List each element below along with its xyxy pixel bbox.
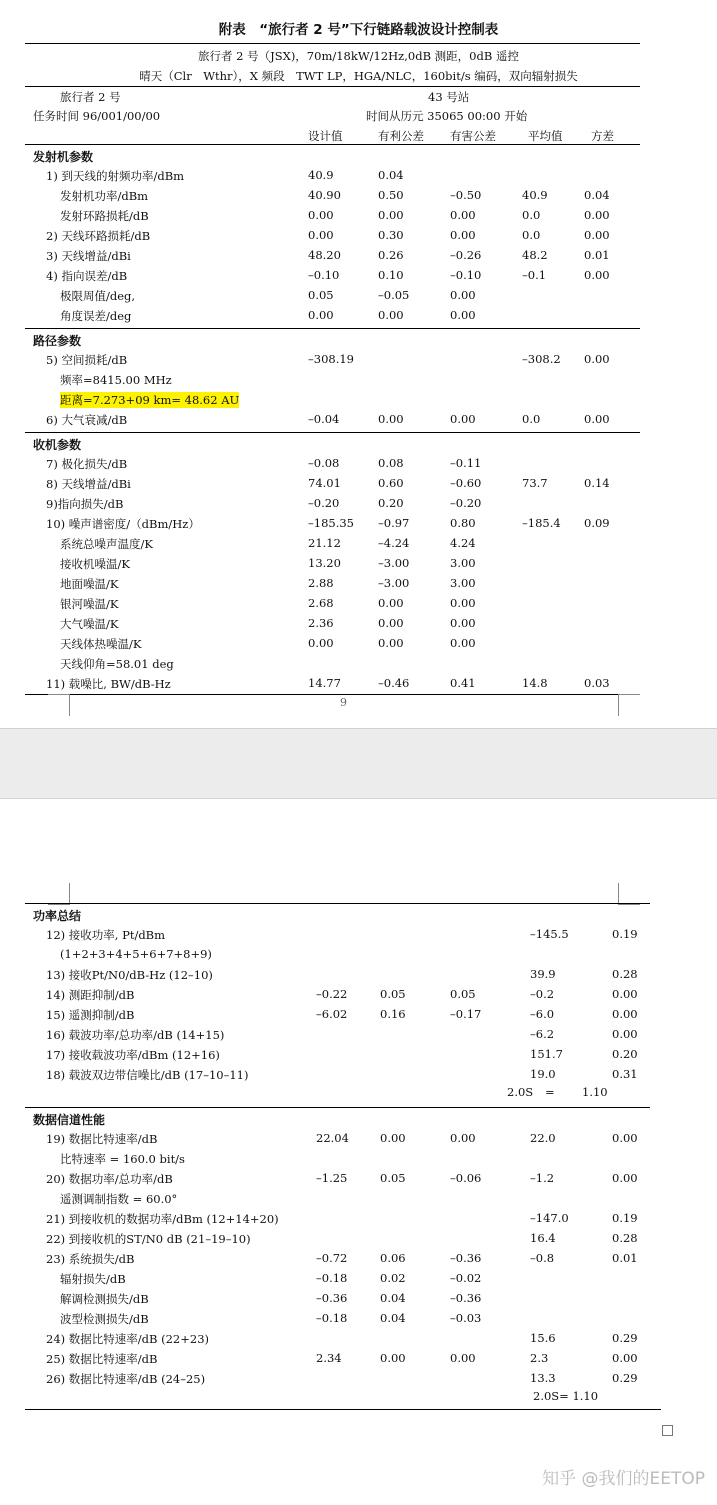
cell-var: 0.19 xyxy=(612,927,638,941)
cell-var: 0.29 xyxy=(612,1371,638,1385)
section-rule xyxy=(25,1107,650,1108)
cell-design: –0.04 xyxy=(308,412,340,426)
row-label: 2) 天线环路损耗/dB xyxy=(46,229,151,243)
cell-var: 0.00 xyxy=(612,1351,638,1365)
cell-var: 0.01 xyxy=(612,1251,638,1265)
cell-adv: 0.00 xyxy=(450,288,476,302)
row-label: 3) 天线增益/dBi xyxy=(46,249,131,263)
cell-fav: 0.04 xyxy=(380,1311,406,1325)
row-label: 系统总噪声温度/K xyxy=(60,537,153,551)
cell-design: 2.34 xyxy=(316,1351,342,1365)
cell-design: 13.20 xyxy=(308,556,341,570)
table-row xyxy=(0,1329,717,1349)
table-row xyxy=(0,186,717,206)
table-row xyxy=(0,1369,717,1389)
table-row xyxy=(0,554,717,574)
row-label: 20) 数据功率/总功率/dB xyxy=(46,1172,173,1186)
cell-design: –0.08 xyxy=(308,456,340,470)
cell-mean: 151.7 xyxy=(530,1047,563,1061)
cell-fav: 0.00 xyxy=(378,636,404,650)
table-row xyxy=(0,1309,717,1329)
table-row xyxy=(0,1169,717,1189)
cell-var: 0.14 xyxy=(584,476,610,490)
cell-var: 0.00 xyxy=(612,1007,638,1021)
cell-var: 0.00 xyxy=(584,352,610,366)
rule-top xyxy=(25,43,640,44)
row-label: 12) 接收功率, Pt/dBm xyxy=(46,928,166,942)
table-row xyxy=(0,1149,717,1169)
section-title: 发射机参数 xyxy=(33,150,94,164)
spacecraft-label: 旅行者 2 号 xyxy=(60,90,121,104)
document-page-2 xyxy=(0,798,717,1505)
row-label: 15) 遥测抑制/dB xyxy=(46,1008,135,1022)
footer-value: 2.0S= 1.10 xyxy=(533,1389,599,1403)
document-page-1 xyxy=(0,0,717,728)
cell-fav: 0.20 xyxy=(378,496,404,510)
table-row xyxy=(0,166,717,186)
cell-design: –308.19 xyxy=(308,352,354,366)
footer-value: 2.0S xyxy=(507,1085,534,1099)
cell-mean: –308.2 xyxy=(522,352,561,366)
row-label: 24) 数据比特速率/dB (22+23) xyxy=(46,1332,209,1346)
cell-var: 0.00 xyxy=(612,1171,638,1185)
row-label: 18) 载波双边带信噪比/dB (17–10–11) xyxy=(46,1068,249,1082)
cell-mean: 13.3 xyxy=(530,1371,556,1385)
cell-var: 0.00 xyxy=(584,208,610,222)
epoch-label: 时间从历元 35065 00:00 开始 xyxy=(366,109,528,123)
cell-design: –0.22 xyxy=(316,987,348,1001)
table-row xyxy=(0,1249,717,1269)
cell-fav: –0.05 xyxy=(378,288,410,302)
cell-adv: –0.03 xyxy=(450,1311,482,1325)
cell-adv: 0.00 xyxy=(450,208,476,222)
cell-design: –6.02 xyxy=(316,1007,348,1021)
row-label: 16) 载波功率/总功率/dB (14+15) xyxy=(46,1028,225,1042)
cell-design: –185.35 xyxy=(308,516,354,530)
cell-design: 2.68 xyxy=(308,596,334,610)
table-row xyxy=(0,306,717,326)
cell-var: 0.00 xyxy=(584,228,610,242)
table-row xyxy=(0,266,717,286)
cell-fav: 0.08 xyxy=(378,456,404,470)
cell-fav: –3.00 xyxy=(378,556,410,570)
cell-var: 0.28 xyxy=(612,967,638,981)
section-rule xyxy=(25,903,650,904)
row-label: 8) 天线增益/dBi xyxy=(46,477,131,491)
page-corner-mark xyxy=(48,694,70,716)
table-row xyxy=(0,985,717,1005)
table-row xyxy=(0,1229,717,1249)
table-row xyxy=(0,494,717,514)
row-label: 波型检测损失/dB xyxy=(60,1312,149,1326)
row-label: 角度误差/deg xyxy=(60,309,132,323)
row-label: 21) 到接收机的数据功率/dBm (12+14+20) xyxy=(46,1212,279,1226)
cell-design: 0.05 xyxy=(308,288,334,302)
cell-var: 0.20 xyxy=(612,1047,638,1061)
cell-mean: 14.8 xyxy=(522,676,548,690)
table-row xyxy=(0,474,717,494)
cell-mean: 19.0 xyxy=(530,1067,556,1081)
cell-mean: 0.0 xyxy=(522,412,541,426)
cell-mean: –185.4 xyxy=(522,516,561,530)
cell-var: 0.00 xyxy=(612,1027,638,1041)
cell-mean: 48.2 xyxy=(522,248,548,262)
row-label: 天线体热噪温/K xyxy=(60,637,142,651)
cell-adv: –0.36 xyxy=(450,1291,482,1305)
table-row xyxy=(0,534,717,554)
cell-fav: 0.00 xyxy=(378,412,404,426)
table-row xyxy=(0,390,717,410)
station-label: 43 号站 xyxy=(428,90,470,104)
cell-var: 0.09 xyxy=(584,516,610,530)
cell-adv: 0.00 xyxy=(450,616,476,630)
row-label: 频率=8415.00 MHz xyxy=(60,373,172,387)
section-rule xyxy=(25,328,640,329)
cell-fav: 0.60 xyxy=(378,476,404,490)
row-label: 遥测调制指数 = 60.0° xyxy=(60,1192,178,1206)
col-header-variance: 方差 xyxy=(591,129,614,143)
cell-design: 0.00 xyxy=(308,636,334,650)
cell-design: –0.18 xyxy=(316,1271,348,1285)
cell-fav: 0.04 xyxy=(378,168,404,182)
cell-adv: 3.00 xyxy=(450,576,476,590)
section-footer xyxy=(0,1083,717,1103)
config-line-1: 旅行者 2 号（JSX)，70m/18kW/12Hz,0dB 测距，0dB 遥控 xyxy=(198,49,519,63)
cell-design: –0.72 xyxy=(316,1251,348,1265)
cell-design: 2.88 xyxy=(308,576,334,590)
row-label: 比特速率 = 160.0 bit/s xyxy=(60,1152,185,1166)
cell-mean: –1.2 xyxy=(530,1171,555,1185)
cell-mean: –147.0 xyxy=(530,1211,569,1225)
cell-fav: 0.10 xyxy=(378,268,404,282)
cell-adv: –0.36 xyxy=(450,1251,482,1265)
table-row xyxy=(0,1349,717,1369)
page-corner-mark xyxy=(48,883,70,905)
cell-design: –1.25 xyxy=(316,1171,348,1185)
table-row xyxy=(0,370,717,390)
cell-mean: 39.9 xyxy=(530,967,556,981)
cell-adv: 0.41 xyxy=(450,676,476,690)
row-label: 6) 大气衰减/dB xyxy=(46,413,128,427)
cell-mean: 0.0 xyxy=(522,228,541,242)
table-bottom-rule xyxy=(25,1409,661,1410)
page-corner-mark xyxy=(618,694,640,716)
footer-value: = xyxy=(545,1085,555,1099)
cell-fav: 0.04 xyxy=(380,1291,406,1305)
row-label: 极限周值/deg, xyxy=(60,289,136,303)
row-label: 26) 数据比特速率/dB (24–25) xyxy=(46,1372,206,1386)
cell-var: 0.28 xyxy=(612,1231,638,1245)
cell-adv: 0.05 xyxy=(450,987,476,1001)
cell-adv: –0.11 xyxy=(450,456,482,470)
footer-value: 1.10 xyxy=(582,1085,608,1099)
table-row xyxy=(0,674,717,694)
row-label: 23) 系统损失/dB xyxy=(46,1252,135,1266)
cell-fav: 0.16 xyxy=(380,1007,406,1021)
table-row xyxy=(0,454,717,474)
cell-fav: –0.97 xyxy=(378,516,410,530)
cell-mean: 15.6 xyxy=(530,1331,556,1345)
cell-design: –0.36 xyxy=(316,1291,348,1305)
cell-adv: 4.24 xyxy=(450,536,476,550)
cell-adv: –0.20 xyxy=(450,496,482,510)
cell-adv: –0.10 xyxy=(450,268,482,282)
cell-adv: –0.06 xyxy=(450,1171,482,1185)
col-header-favorable: 有利公差 xyxy=(378,129,424,143)
watermark: 知乎 @我们的EETOP xyxy=(542,1469,705,1489)
cell-fav: –4.24 xyxy=(378,536,410,550)
table-row xyxy=(0,634,717,654)
cell-var: 0.03 xyxy=(584,676,610,690)
cell-fav: 0.06 xyxy=(380,1251,406,1265)
row-label: 7) 极化损失/dB xyxy=(46,457,128,471)
page-corner-mark xyxy=(618,883,640,905)
col-header-design: 设计值 xyxy=(308,129,343,143)
cell-adv: 3.00 xyxy=(450,556,476,570)
table-row xyxy=(0,654,717,674)
cell-mean: 2.3 xyxy=(530,1351,549,1365)
table-row xyxy=(0,410,717,430)
cell-adv: –0.17 xyxy=(450,1007,482,1021)
section-title: 收机参数 xyxy=(33,438,82,452)
cell-design: 74.01 xyxy=(308,476,341,490)
cell-design: 2.36 xyxy=(308,616,334,630)
cell-design: 21.12 xyxy=(308,536,341,550)
cell-mean: 40.9 xyxy=(522,188,548,202)
cell-design: 40.90 xyxy=(308,188,341,202)
row-label: 解调检测损失/dB xyxy=(60,1292,149,1306)
cell-adv: –0.26 xyxy=(450,248,482,262)
col-header-mean: 平均值 xyxy=(528,129,563,143)
cell-adv: –0.02 xyxy=(450,1271,482,1285)
cell-var: 0.04 xyxy=(584,188,610,202)
cell-adv: 0.00 xyxy=(450,308,476,322)
cell-mean: –6.2 xyxy=(530,1027,555,1041)
table-row xyxy=(0,614,717,634)
cell-adv: 0.00 xyxy=(450,228,476,242)
row-label: 大气噪温/K xyxy=(60,617,119,631)
cell-var: 0.00 xyxy=(584,268,610,282)
row-label: 11) 载噪比, BW/dB-Hz xyxy=(46,677,171,691)
table-row xyxy=(0,286,717,306)
row-label: 辐射损失/dB xyxy=(60,1272,126,1286)
row-label: 17) 接收载波功率/dBm (12+16) xyxy=(46,1048,220,1062)
section-footer xyxy=(0,1387,717,1407)
table-row xyxy=(0,1065,717,1085)
cell-var: 0.31 xyxy=(612,1067,638,1081)
cell-fav: 0.00 xyxy=(380,1131,406,1145)
row-label: 14) 测距抑制/dB xyxy=(46,988,135,1002)
cell-fav: –0.46 xyxy=(378,676,410,690)
table-row xyxy=(0,350,717,370)
cell-design: 0.00 xyxy=(308,308,334,322)
cell-mean: –0.2 xyxy=(530,987,555,1001)
row-label: 发射环路损耗/dB xyxy=(60,209,149,223)
table-row xyxy=(0,945,717,965)
checkbox-mark xyxy=(662,1425,673,1436)
cell-fav: 0.00 xyxy=(380,1351,406,1365)
cell-fav: 0.50 xyxy=(378,188,404,202)
page-number: 9 xyxy=(340,696,347,709)
table-row xyxy=(0,246,717,266)
cell-fav: 0.05 xyxy=(380,987,406,1001)
cell-fav: 0.26 xyxy=(378,248,404,262)
table-row xyxy=(0,1129,717,1149)
cell-var: 0.29 xyxy=(612,1331,638,1345)
cell-mean: –0.8 xyxy=(530,1251,555,1265)
table-row xyxy=(0,1189,717,1209)
rule-config xyxy=(25,86,640,87)
cell-var: 0.19 xyxy=(612,1211,638,1225)
row-label: 9)指向损失/dB xyxy=(46,497,124,511)
row-label: 19) 数据比特速率/dB xyxy=(46,1132,158,1146)
row-label: 5) 空间损耗/dB xyxy=(46,353,128,367)
cell-var: 0.00 xyxy=(612,1131,638,1145)
cell-design: 22.04 xyxy=(316,1131,349,1145)
cell-mean: –0.1 xyxy=(522,268,547,282)
cell-mean: 16.4 xyxy=(530,1231,556,1245)
cell-mean: 22.0 xyxy=(530,1131,556,1145)
config-line-2: 晴天（Clr Wthr），X 频段 TWT LP，HGA/NLC，160bit/s 编码，双向辐射损失 xyxy=(139,69,578,83)
cell-fav: 0.02 xyxy=(380,1271,406,1285)
cell-design: 14.77 xyxy=(308,676,341,690)
section-title: 功率总结 xyxy=(33,909,82,923)
cell-design: 48.20 xyxy=(308,248,341,262)
cell-fav: 0.00 xyxy=(378,308,404,322)
cell-fav: 0.00 xyxy=(378,208,404,222)
row-label: 25) 数据比特速率/dB xyxy=(46,1352,158,1366)
cell-fav: 0.00 xyxy=(378,616,404,630)
row-label: 1) 到天线的射频功率/dBm xyxy=(46,169,185,183)
cell-mean: –6.0 xyxy=(530,1007,555,1021)
section-title: 数据信道性能 xyxy=(33,1113,106,1127)
cell-adv: 0.00 xyxy=(450,1131,476,1145)
table-row xyxy=(0,1289,717,1309)
section-rule xyxy=(25,432,640,433)
section-rule xyxy=(25,144,640,145)
row-label: 天线仰角=58.01 deg xyxy=(60,657,174,671)
mission-time: 任务时间 96/001/00/00 xyxy=(33,109,161,123)
cell-var: 0.00 xyxy=(612,987,638,1001)
row-label: (1+2+3+4+5+6+7+8+9) xyxy=(60,947,212,961)
cell-var: 0.00 xyxy=(584,412,610,426)
table-row xyxy=(0,1025,717,1045)
cell-design: –0.18 xyxy=(316,1311,348,1325)
cell-mean: 0.0 xyxy=(522,208,541,222)
table-row xyxy=(0,965,717,985)
row-label: 4) 指向误差/dB xyxy=(46,269,128,283)
table-bottom-rule xyxy=(25,694,640,695)
cell-var: 0.01 xyxy=(584,248,610,262)
cell-adv: 0.00 xyxy=(450,596,476,610)
cell-fav: 0.05 xyxy=(380,1171,406,1185)
cell-design: 40.9 xyxy=(308,168,334,182)
row-label: 发射机功率/dBm xyxy=(60,189,149,203)
table-row xyxy=(0,206,717,226)
cell-mean: 73.7 xyxy=(522,476,548,490)
cell-fav: –3.00 xyxy=(378,576,410,590)
table-row xyxy=(0,574,717,594)
table-title: 附表 “旅行者 2 号”下行链路载波设计控制表 xyxy=(218,22,499,38)
cell-adv: 0.00 xyxy=(450,636,476,650)
table-row xyxy=(0,1209,717,1229)
table-row xyxy=(0,1005,717,1025)
table-row xyxy=(0,925,717,945)
row-label: 22) 到接收机的ST/N0 dB (21–19–10) xyxy=(46,1232,251,1246)
table-row xyxy=(0,514,717,534)
cell-design: 0.00 xyxy=(308,208,334,222)
cell-design: –0.10 xyxy=(308,268,340,282)
col-header-adverse: 有害公差 xyxy=(450,129,496,143)
row-label: 地面噪温/K xyxy=(60,577,119,591)
cell-adv: –0.50 xyxy=(450,188,482,202)
row-label: 银河噪温/K xyxy=(60,597,119,611)
row-label: 13) 接收Pt/N0/dB-Hz (12–10) xyxy=(46,968,213,982)
table-row xyxy=(0,226,717,246)
page-gap xyxy=(0,728,717,798)
table-row xyxy=(0,1269,717,1289)
cell-adv: 0.00 xyxy=(450,1351,476,1365)
table-row xyxy=(0,594,717,614)
row-label: 10) 噪声谱密度/（dBm/Hz） xyxy=(46,517,200,531)
table-row xyxy=(0,1045,717,1065)
row-label: 距离=7.273+09 km= 48.62 AU xyxy=(60,393,240,407)
cell-adv: –0.60 xyxy=(450,476,482,490)
section-title: 路径参数 xyxy=(33,334,82,348)
cell-design: –0.20 xyxy=(308,496,340,510)
cell-design: 0.00 xyxy=(308,228,334,242)
cell-adv: 0.80 xyxy=(450,516,476,530)
row-label: 接收机噪温/K xyxy=(60,557,130,571)
cell-adv: 0.00 xyxy=(450,412,476,426)
cell-fav: 0.30 xyxy=(378,228,404,242)
cell-mean: –145.5 xyxy=(530,927,569,941)
cell-fav: 0.00 xyxy=(378,596,404,610)
